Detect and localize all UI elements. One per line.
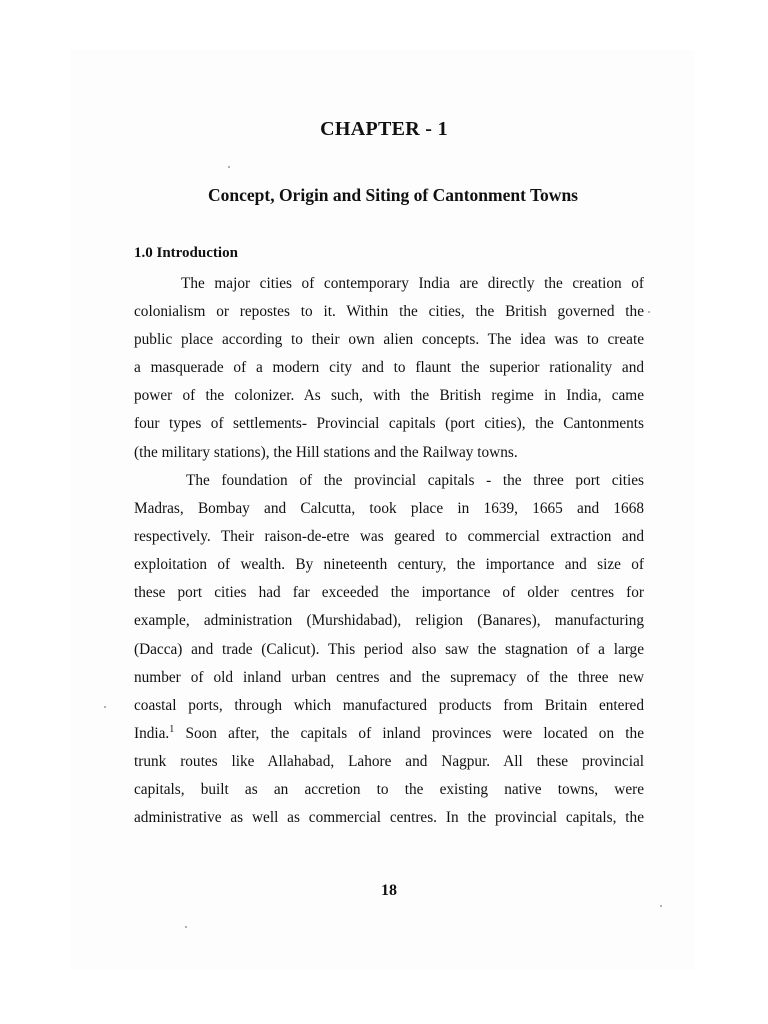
section-heading: 1.0 Introduction <box>134 245 238 261</box>
paragraph-1 <box>134 270 644 467</box>
scan-speck <box>660 905 662 907</box>
paragraph-line: (the military stations), the Hill stations and the Railway towns. <box>134 443 518 461</box>
paragraph-line: these port cities had far exceeded the importance of older centres for <box>134 584 644 602</box>
paragraph-line: power of the colonizer. As such, with the British regime in India, came <box>134 387 644 405</box>
paragraph-line: colonialism or repostes to it. Within the cities, the British governed the <box>134 303 644 321</box>
paragraph-line: example, administration (Murshidabad), religion (Banares), manufacturing <box>134 612 644 630</box>
footnote-marker[interactable]: 1 <box>169 723 175 735</box>
scan-speck <box>104 706 106 708</box>
chapter-title: Concept, Origin and Siting of Cantonment Towns <box>207 185 578 205</box>
paragraph-line: The foundation of the provincial capitals - the three port cities <box>186 472 644 489</box>
paragraph-line-with-footnote <box>134 720 644 748</box>
scan-speck <box>185 926 187 928</box>
paragraph-line: coastal ports, through which manufactured products from Britain entered <box>134 696 644 714</box>
paragraph-2 <box>134 467 644 832</box>
line-rest: Soon after, the capitals of inland provinces were located on the <box>185 724 644 742</box>
scan-speck <box>648 311 650 313</box>
line-start: India. <box>134 724 170 742</box>
paragraph-line: administrative as well as commercial centres. In the provincial capitals, the <box>134 809 644 827</box>
scan-speck <box>228 166 230 168</box>
paragraph-line: a masquerade of a modern city and to flaunt the superior rationality and <box>134 359 644 377</box>
paragraph-line: number of old inland urban centres and the supremacy of the three new <box>134 668 644 686</box>
paragraph-line: capitals, built as an accretion to the existing native towns, were <box>134 781 644 799</box>
paragraph-line: respectively. Their raison-de-etre was geared to commercial extraction and <box>134 528 644 546</box>
paragraph-line: four types of settlements- Provincial capitals (port cities), the Cantonments <box>134 415 644 433</box>
paragraph-line: The major cities of contemporary India are directly the creation of <box>181 275 644 292</box>
paragraph-line: exploitation of wealth. By nineteenth century, the importance and size of <box>134 556 644 574</box>
chapter-label: CHAPTER - 1 <box>320 118 448 140</box>
paragraph-line: trunk routes like Allahabad, Lahore and Nagpur. All these provincial <box>134 752 644 770</box>
paragraph-line: (Dacca) and trade (Calicut). This period also saw the stagnation of a large <box>134 640 644 658</box>
paragraph-line: Madras, Bombay and Calcutta, took place in 1639, 1665 and 1668 <box>134 500 644 518</box>
page-number: 18 <box>381 882 397 899</box>
paragraph-line: public place according to their own alien concepts. The idea was to create <box>134 331 644 349</box>
